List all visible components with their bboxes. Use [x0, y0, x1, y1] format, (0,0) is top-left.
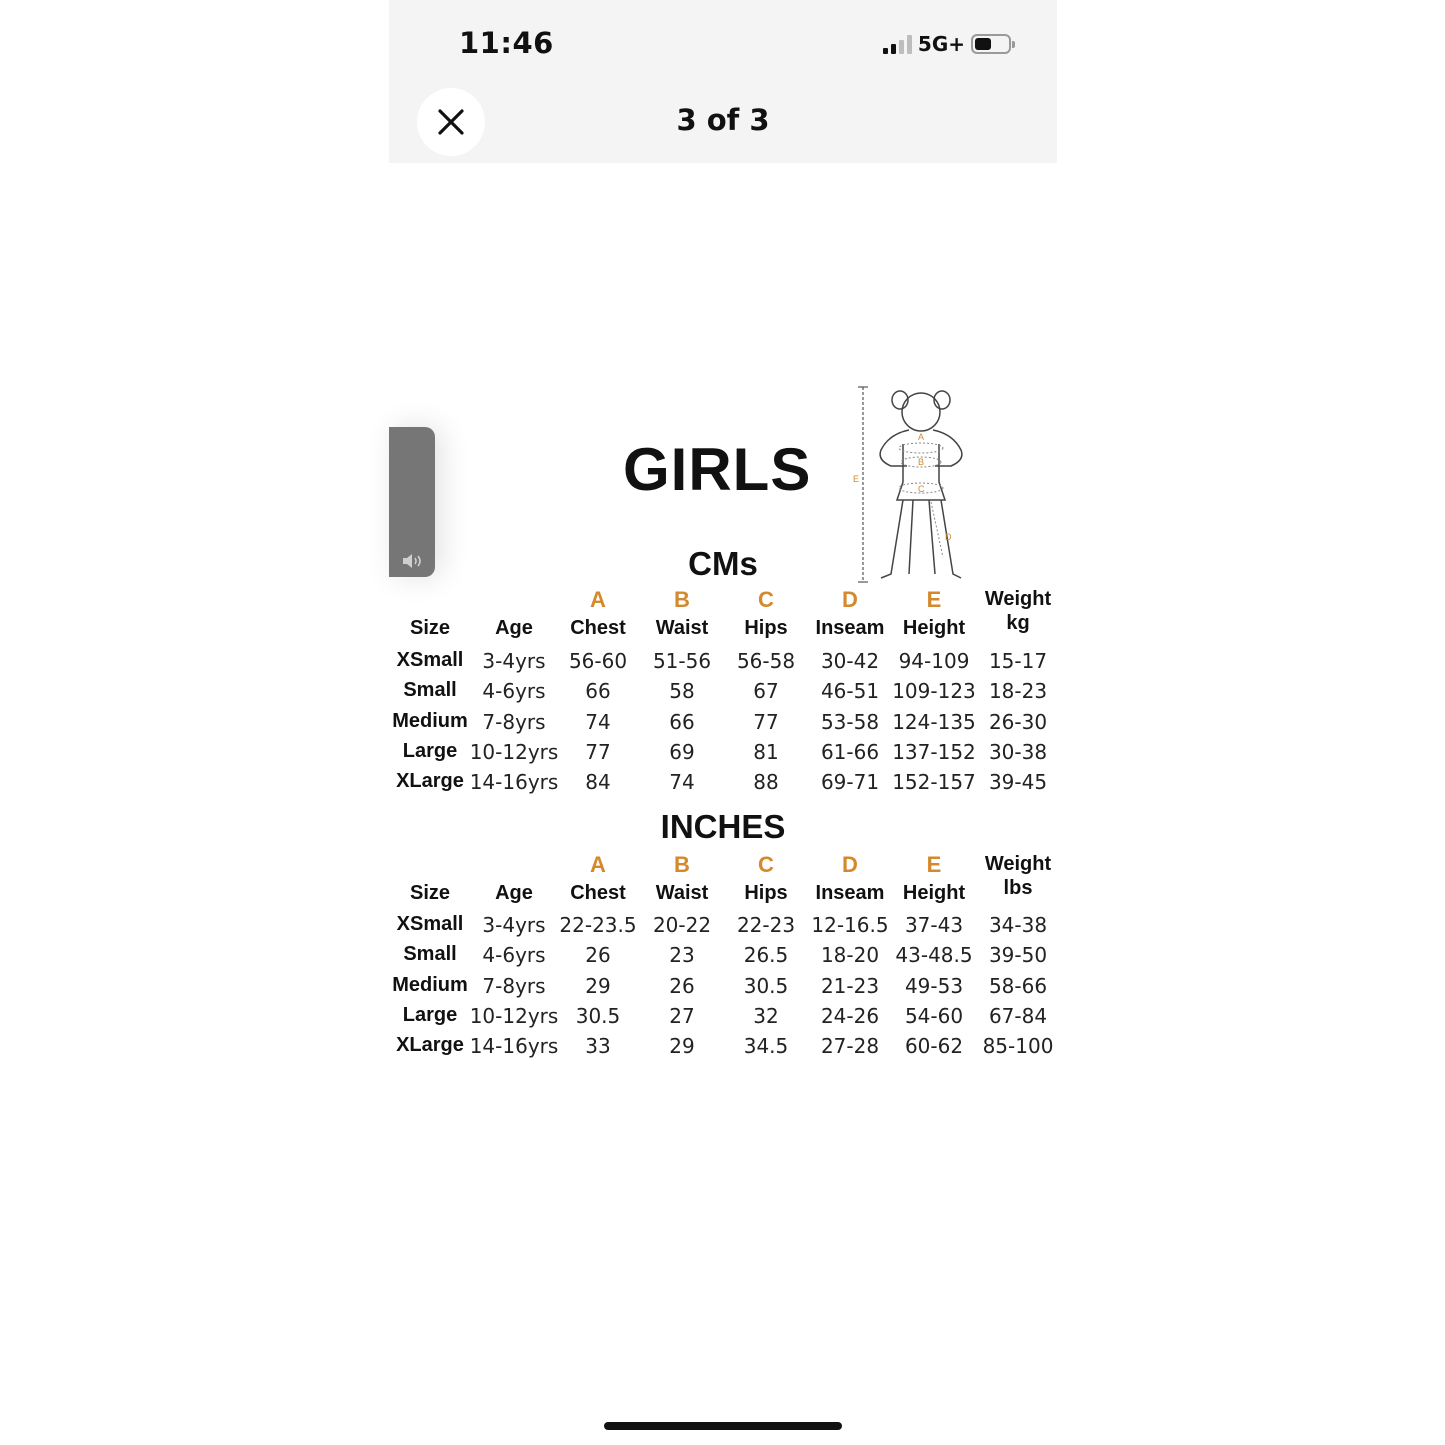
column-header-weight: Weight	[984, 588, 1052, 610]
column-letter-b: B	[674, 587, 690, 612]
status-time: 11:46	[459, 26, 554, 60]
column-letter-d: D	[842, 587, 858, 612]
table-cell: 67	[753, 679, 779, 704]
size-label: XLarge	[396, 1034, 464, 1057]
table-cell: 56-60	[568, 649, 628, 673]
table-cell: 34.5	[743, 1034, 789, 1059]
diagram-label-c: C	[918, 484, 925, 494]
diagram-label-d: D	[945, 532, 952, 542]
phone-screen	[389, 0, 1057, 1445]
size-label: XLarge	[396, 770, 464, 793]
column-header-size: Size	[409, 882, 451, 904]
table-cell: 30.5	[575, 1003, 621, 1028]
column-header-age: Age	[495, 882, 533, 904]
network-label: 5G+	[917, 32, 965, 56]
column-letter-e: E	[926, 587, 942, 612]
table-cell: 14-16yrs	[469, 1034, 559, 1059]
table-cell: 26	[585, 943, 611, 968]
inches-section-title: INCHES	[660, 808, 786, 845]
size-label: Small	[403, 679, 457, 702]
table-cell: 21-23	[820, 973, 880, 998]
table-cell: 33	[585, 1034, 611, 1059]
table-cell: 137-152	[892, 739, 976, 764]
table-cell: 69-71	[820, 770, 880, 795]
column-header-hips: Hips	[744, 882, 788, 904]
table-cell: 18-20	[820, 943, 880, 968]
table-cell: 37-43	[904, 913, 964, 937]
table-cell: 124-135	[892, 709, 976, 734]
size-label: Small	[403, 943, 457, 966]
table-cell: 3-4yrs	[482, 913, 546, 937]
table-cell: 109-123	[892, 679, 976, 704]
table-cell: 30.5	[743, 973, 789, 998]
column-header-hips: Hips	[744, 617, 788, 639]
table-cell: 152-157	[892, 770, 976, 795]
table-cell: 39-45	[988, 770, 1048, 795]
size-label: Medium	[392, 973, 468, 996]
table-cell: 84	[585, 770, 611, 795]
table-cell: 7-8yrs	[482, 973, 546, 998]
table-cell: 30-38	[988, 739, 1048, 764]
column-header-chest: Chest	[570, 882, 626, 904]
column-header-weight: kg	[1006, 612, 1030, 634]
table-cell: 24-26	[820, 1003, 880, 1028]
diagram-label-b: B	[918, 457, 925, 467]
table-cell: 43-48.5	[895, 943, 973, 968]
table-cell: 69	[669, 739, 695, 764]
column-header-age: Age	[495, 617, 533, 639]
table-cell: 85-100	[982, 1034, 1054, 1059]
table-cell: 18-23	[988, 679, 1048, 704]
table-cell: 32	[753, 1003, 779, 1028]
table-cell: 15-17	[988, 649, 1048, 673]
table-cell: 66	[669, 709, 695, 734]
home-indicator[interactable]	[604, 1422, 842, 1430]
table-cell: 22-23.5	[559, 913, 637, 937]
column-header-height: Height	[902, 882, 966, 904]
size-label: XSmall	[396, 649, 464, 671]
table-cell: 26.5	[743, 943, 789, 968]
table-cell: 77	[753, 709, 779, 734]
table-cell: 53-58	[820, 709, 880, 734]
table-cell: 14-16yrs	[469, 770, 559, 795]
table-cell: 58	[669, 679, 695, 704]
table-cell: 29	[585, 973, 611, 998]
table-cell: 3-4yrs	[482, 649, 546, 673]
size-label: XSmall	[396, 913, 464, 935]
table-cell: 67-84	[988, 1003, 1048, 1028]
column-header-waist: Waist	[655, 882, 709, 904]
signal-icon	[883, 34, 912, 54]
table-cell: 74	[585, 709, 611, 734]
chart-title: GIRLS	[623, 436, 812, 503]
table-cell: 12-16.5	[811, 913, 889, 937]
table-cell: 4-6yrs	[482, 679, 546, 704]
column-letter-b: B	[674, 852, 690, 877]
table-cell: 27-28	[820, 1034, 880, 1059]
column-letter-c: C	[758, 852, 774, 877]
table-cell: 94-109	[898, 649, 970, 673]
size-label: Large	[402, 1003, 458, 1026]
table-cell: 26-30	[988, 709, 1048, 734]
table-cell: 56-58	[736, 649, 796, 673]
column-letter-c: C	[758, 587, 774, 612]
table-cell: 49-53	[904, 973, 964, 998]
column-header-chest: Chest	[570, 617, 626, 639]
size-label: Large	[402, 739, 458, 762]
table-cell: 7-8yrs	[482, 709, 546, 734]
table-cell: 34-38	[988, 913, 1048, 937]
table-cell: 54-60	[904, 1003, 964, 1028]
table-cell: 66	[585, 679, 611, 704]
table-cell: 10-12yrs	[469, 1003, 559, 1028]
table-cell: 10-12yrs	[469, 739, 559, 764]
table-cell: 61-66	[820, 739, 880, 764]
table-cell: 26	[669, 973, 695, 998]
table-cell: 74	[669, 770, 695, 795]
table-cell: 60-62	[904, 1034, 964, 1059]
table-cell: 51-56	[652, 649, 712, 673]
top-bar	[389, 0, 1057, 163]
table-cell: 46-51	[820, 679, 880, 704]
table-cell: 81	[753, 739, 779, 764]
column-header-height: Height	[902, 617, 966, 639]
column-header-inseam: Inseam	[815, 882, 885, 904]
column-letter-a: A	[590, 852, 606, 877]
column-header-weight: lbs	[1003, 877, 1033, 899]
column-header-weight: Weight	[984, 853, 1052, 875]
column-letter-d: D	[842, 852, 858, 877]
battery-icon	[971, 34, 1011, 54]
column-letter-e: E	[926, 852, 942, 877]
table-cell: 77	[585, 739, 611, 764]
diagram-label-a: A	[918, 432, 925, 442]
column-header-inseam: Inseam	[815, 617, 885, 639]
column-header-size: Size	[409, 617, 451, 639]
diagram-label-e: E	[853, 474, 860, 484]
status-icons	[883, 32, 1011, 56]
column-header-waist: Waist	[655, 617, 709, 639]
cm-section-title: CMs	[688, 545, 758, 582]
table-cell: 29	[669, 1034, 695, 1059]
table-cell: 4-6yrs	[482, 943, 546, 968]
table-cell: 27	[669, 1003, 695, 1028]
table-cell: 88	[753, 770, 779, 795]
table-cell: 30-42	[820, 649, 880, 673]
column-letter-a: A	[590, 587, 606, 612]
table-cell: 23	[669, 943, 695, 968]
size-label: Medium	[392, 709, 468, 732]
image-counter: 3 of 3	[676, 103, 770, 137]
table-cell: 58-66	[988, 973, 1048, 998]
table-cell: 22-23	[736, 913, 796, 937]
table-cell: 20-22	[652, 913, 712, 937]
table-cell: 39-50	[988, 943, 1048, 968]
